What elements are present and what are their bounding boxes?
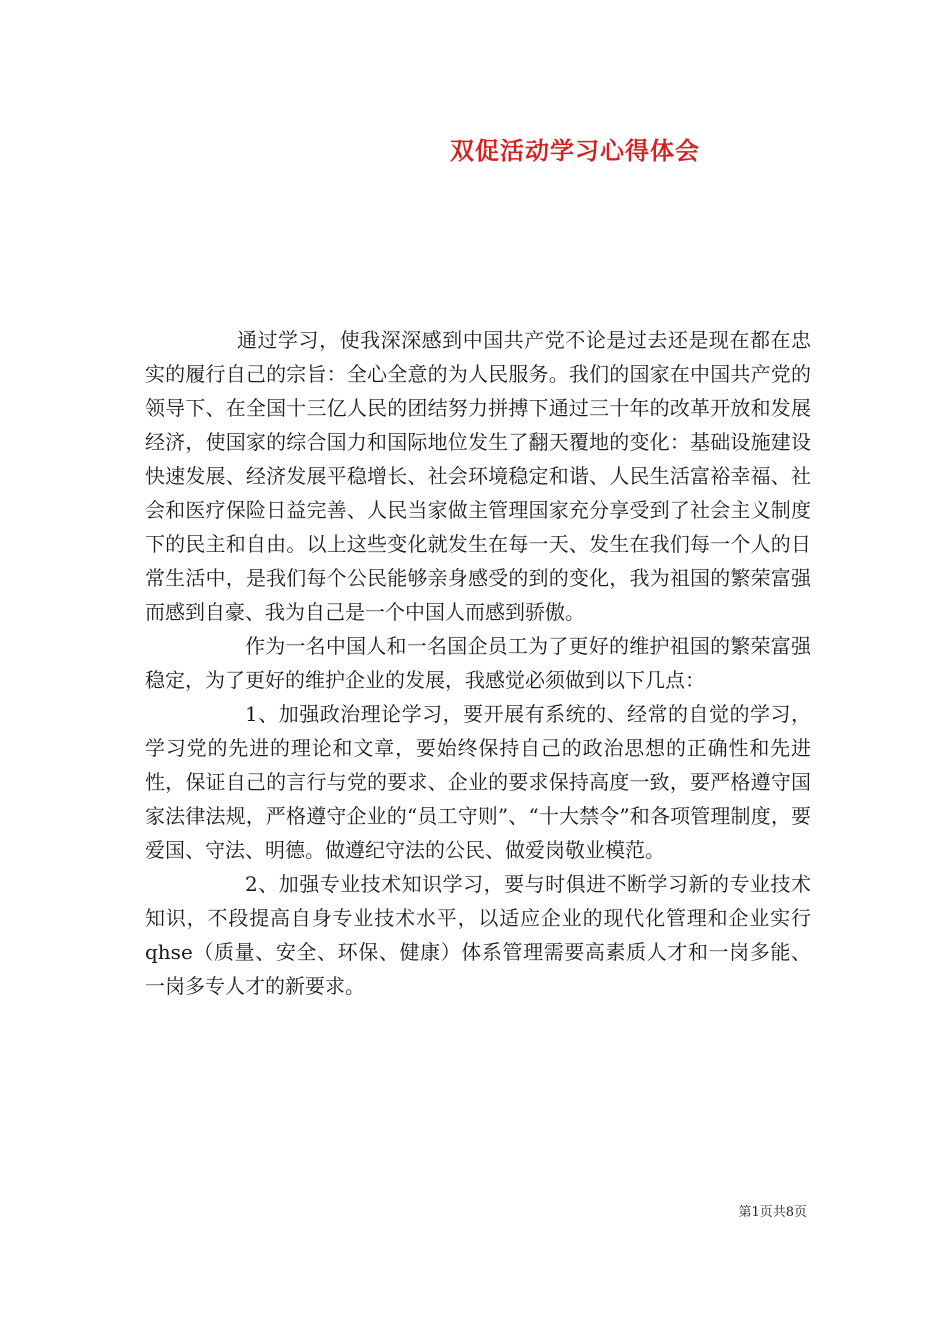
paragraph-item-1: 1、加强政治理论学习，要开展有系统的、经常的自觉的学习，学习党的先进的理论和文章，要始终保持自己的政治思想的正确性和先进性，保证自己的言行与党的要求、企业的要求保持高度一致，要严格遵守国家法律法规，严格遵守企业的“员工守则”、“十大禁令”和各项管理制度，要爱国、守法、明德。做遵纪守法的公民、做爱岗敬业模范。 [145,702,811,862]
document-body [145,323,811,1003]
paragraph-requirements: 作为一名中国人和一名国企员工为了更好的维护祖国的繁荣富强稳定，为了更好的维护企业的发展，我感觉必须做到以下几点： [145,634,811,692]
document-title: 双促活动学习心得体会 [450,136,700,165]
paragraph-item-2: 2、加强专业技术知识学习，要与时俱进不断学习新的专业技术知识，不段提高自身专业技术水平，以适应企业的现代化管理和企业实行qhse（质量、安全、环保、健康）体系管理需要高素质人才和一岗多能、一岗多专人才的新要求。 [145,872,811,998]
page-number-footer: 第1页共8页 [738,1205,807,1220]
paragraph-intro: 通过学习，使我深深感到中国共产党不论是过去还是现在都在忠实的履行自己的宗旨：全心全意的为人民服务。我们的国家在中国共产党的领导下、在全国十三亿人民的团结努力拼搏下通过三十年的改革开放和发展经济，使国家的综合国力和国际地位发生了翻天覆地的变化：基础设施建设快速发展、经济发展平稳增长、社会环境稳定和谐、人民生活富裕幸福、社会和医疗保险日益完善、人民当家做主管理国家充分享受到了社会主义制度下的民主和自由。以上这些变化就发生在每一天、发生在我们每一个人的日常生活中，是我们每个公民能够亲身感受的到的变化，我为祖国的繁荣富强而感到自豪、我为自己是一个中国人而感到骄傲。 [145,328,811,624]
